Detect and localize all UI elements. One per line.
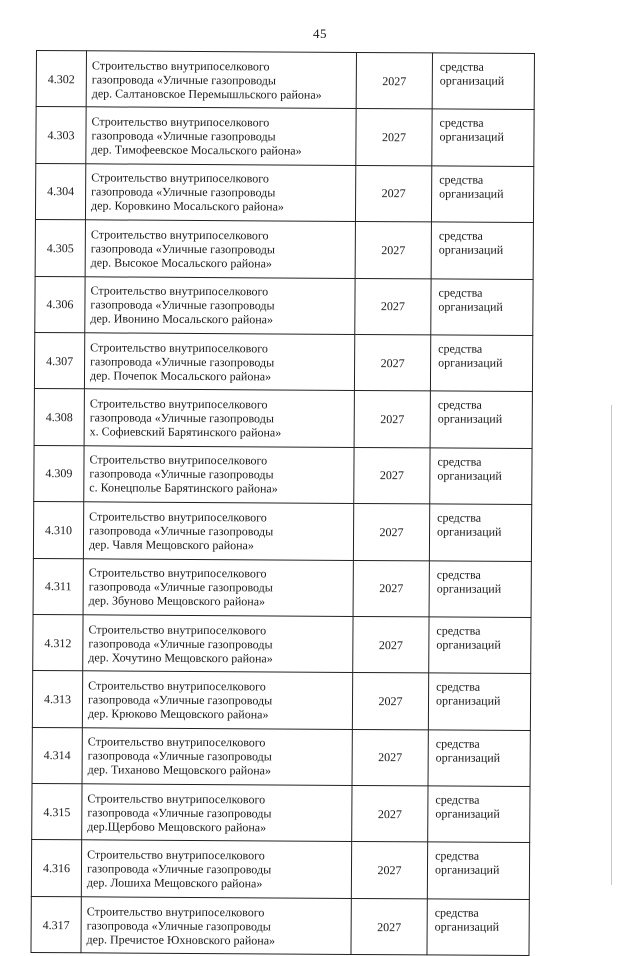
project-name: Строительство внутрипоселкового газопровода «Уличные газопроводы дер. Коровкино Мосальского района» xyxy=(85,164,355,222)
completion-year: 2027 xyxy=(354,447,430,504)
funding-source: средства организаций xyxy=(430,448,532,505)
project-name: Строительство внутрипоселкового газопровода «Уличные газопроводы дер. Тиханово Мещовского района» xyxy=(82,727,352,785)
completion-year: 2027 xyxy=(351,842,427,899)
funding-source: средства организаций xyxy=(430,391,532,448)
table-row xyxy=(35,220,533,279)
item-number: 4.306 xyxy=(35,276,85,333)
table-row xyxy=(33,614,531,673)
item-number: 4.316 xyxy=(31,840,81,897)
item-number: 4.317 xyxy=(31,896,81,953)
table-row xyxy=(34,332,532,391)
project-name: Строительство внутрипоселкового газопровода «Уличные газопроводы дер. Пречистое Юхновского района» xyxy=(81,897,351,955)
table-row xyxy=(34,445,532,504)
completion-year: 2027 xyxy=(356,52,432,109)
completion-year: 2027 xyxy=(355,165,431,222)
completion-year: 2027 xyxy=(352,673,428,730)
project-name: Строительство внутрипоселкового газопровода «Уличные газопроводы дер. Почепок Мосальского района» xyxy=(84,333,354,391)
item-number: 4.302 xyxy=(36,51,86,108)
item-number: 4.303 xyxy=(36,107,86,164)
completion-year: 2027 xyxy=(354,334,430,391)
table-row xyxy=(36,107,534,166)
funding-source: средства организаций xyxy=(428,730,530,787)
funding-source: средства организаций xyxy=(429,617,531,674)
table-body xyxy=(31,51,535,956)
table-row xyxy=(32,671,530,730)
project-name: Строительство внутрипоселкового газопровода «Уличные газопроводы дер. Лошиха Мещовского района» xyxy=(81,840,351,898)
funding-source: средства организаций xyxy=(427,899,529,956)
item-number: 4.312 xyxy=(33,614,83,671)
item-number: 4.305 xyxy=(35,220,85,277)
project-name: Строительство внутрипоселкового газопровода «Уличные газопроводы дер. Салтановское Перемышльского района» xyxy=(86,51,356,109)
funding-source: средства организаций xyxy=(427,842,529,899)
table-row xyxy=(35,163,533,222)
completion-year: 2027 xyxy=(353,616,429,673)
item-number: 4.310 xyxy=(33,502,83,559)
page-number: 45 xyxy=(313,26,327,41)
project-name: Строительство внутрипоселкового газопровода «Уличные газопроводы с. Конецполье Барятинского района» xyxy=(84,446,354,504)
table-row xyxy=(31,840,529,899)
completion-year: 2027 xyxy=(353,504,429,561)
funding-source: средства организаций xyxy=(428,673,530,730)
table-row xyxy=(34,389,532,448)
funding-source: средства организаций xyxy=(432,53,534,110)
funding-source: средства организаций xyxy=(432,109,534,166)
project-name: Строительство внутрипоселкового газопровода «Уличные газопроводы дер. Хочутино Мещовского района» xyxy=(83,615,353,673)
table-row xyxy=(35,276,533,335)
completion-year: 2027 xyxy=(352,729,428,786)
completion-year: 2027 xyxy=(353,560,429,617)
item-number: 4.311 xyxy=(33,558,83,615)
completion-year: 2027 xyxy=(351,898,427,955)
project-name: Строительство внутрипоселкового газопровода «Уличные газопроводы дер. Крюково Мещовского района» xyxy=(82,671,352,729)
table-row xyxy=(36,51,534,110)
funding-source: средства организаций xyxy=(431,222,533,279)
completion-year: 2027 xyxy=(352,786,428,843)
table-row xyxy=(31,896,529,955)
project-name: Строительство внутрипоселкового газопровода «Уличные газопроводы дер. Высокое Мосальского района» xyxy=(85,220,355,278)
project-name: Строительство внутрипоселкового газопровода «Уличные газопроводы дер. Ивонино Мосальского района» xyxy=(85,276,355,334)
scan-margin-line xyxy=(611,405,612,885)
funding-source: средства организаций xyxy=(430,335,532,392)
funding-source: средства организаций xyxy=(429,504,531,561)
completion-year: 2027 xyxy=(356,109,432,166)
item-number: 4.315 xyxy=(32,784,82,841)
funding-source: средства организаций xyxy=(431,166,533,223)
completion-year: 2027 xyxy=(355,222,431,279)
item-number: 4.304 xyxy=(35,163,85,220)
project-name: Строительство внутрипоселкового газопровода «Уличные газопроводы дер. Чавля Мещовского района» xyxy=(83,502,353,560)
item-number: 4.314 xyxy=(32,727,82,784)
project-name: Строительство внутрипоселкового газопровода «Уличные газопроводы дер. Тимофеевское Мосальского района» xyxy=(86,107,356,165)
item-number: 4.313 xyxy=(32,671,82,728)
project-name: Строительство внутрипоселкового газопровода «Уличные газопроводы х. Софиевский Барятинского района» xyxy=(84,389,354,447)
table-row xyxy=(32,727,530,786)
item-number: 4.307 xyxy=(34,332,84,389)
funding-source: средства организаций xyxy=(428,786,530,843)
gas-pipeline-table xyxy=(30,50,535,956)
item-number: 4.308 xyxy=(34,389,84,446)
table-row xyxy=(33,502,531,561)
funding-source: средства организаций xyxy=(431,278,533,335)
completion-year: 2027 xyxy=(355,278,431,335)
item-number: 4.309 xyxy=(34,445,84,502)
table-row xyxy=(32,784,530,843)
funding-source: средства организаций xyxy=(429,560,531,617)
project-name: Строительство внутрипоселкового газопровода «Уличные газопроводы дер. Збуново Мещовского района» xyxy=(83,558,353,616)
table-row xyxy=(33,558,531,617)
completion-year: 2027 xyxy=(354,391,430,448)
project-name: Строительство внутрипоселкового газопровода «Уличные газопроводы дер.Щербово Мещовского района» xyxy=(82,784,352,842)
